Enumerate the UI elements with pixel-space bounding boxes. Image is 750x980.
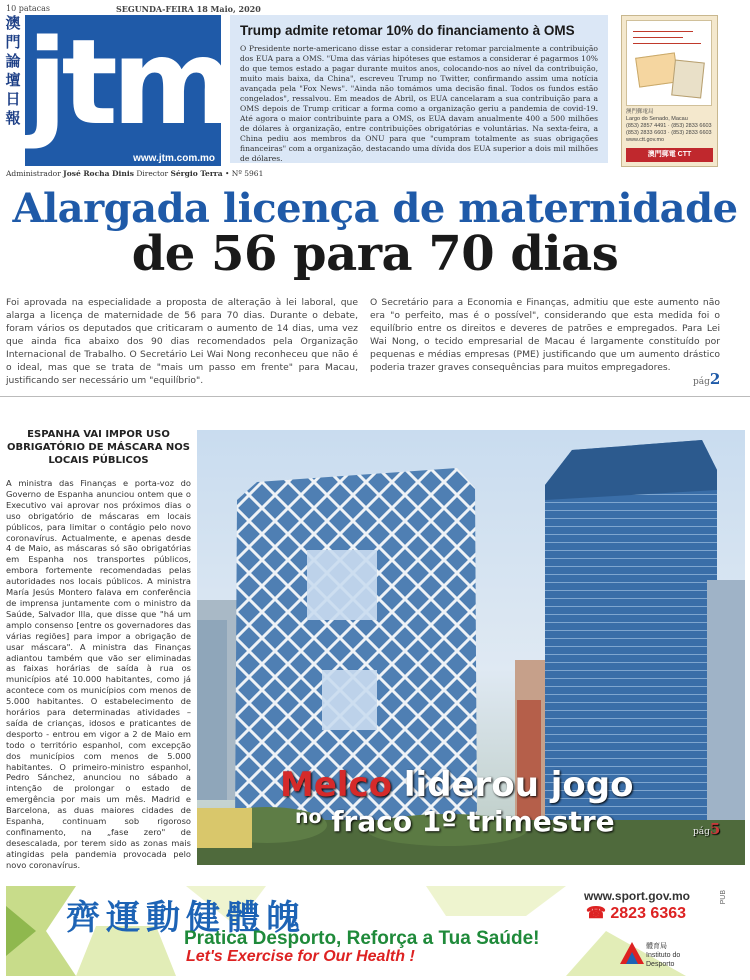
- melco-headline-line1[interactable]: Melco liderou jogo: [280, 765, 634, 805]
- sport-institute-icon: [620, 942, 644, 964]
- trump-body: O Presidente norte-americano disse estar a considerar retomar parcialmente a contribuição dos EUA para a OMS. "Uma das várias hipóteses que estamos a considerar é pagarmos 10% do que temos estado a pagar durante muitos anos, colocando-nos ao nível da contribuição, muito mais baixa, da China", escreveu Trump no Twitter, confirmando assim uma notícia avançada pela "Fox News". "Ainda não tomámos uma decisão final. Todos os fundos estão congelados", ressalvou. Em meados de Abril, os EUA cancelaram a sua contribuição para a OMS depois de Trump criticar a forma como a organização geriu a pandemia de covid-19. Até agora o maior contribuinte para a OMS, os EUA davam anualmente 400 a 500 milhões de dólares à organização, entre contribuições obrigatórias e voluntárias. Na sexta-feira, a China pediu aos membros da ONU para que "cumpram totalmente as suas obrigações financeiras" com a organização, destacando uma dívida dos EUA superior a dois mil milhões de dólares.: [240, 44, 598, 163]
- pub-label: PUB: [720, 890, 727, 905]
- main-headline-line2[interactable]: de 56 para 70 dias: [131, 226, 619, 282]
- issue-date: SEGUNDA-FEIRA 18 Maio, 2020: [116, 4, 261, 14]
- ad-portuguese-slogan: Pratica Desporto, Reforça a Tua Saúde!: [184, 928, 540, 949]
- price: 10 patacas: [6, 4, 50, 13]
- trump-story[interactable]: [230, 15, 608, 163]
- institute-pt: Instituto do Desporto: [646, 952, 681, 968]
- trump-title: Trump admite retomar 10% do financiamento à OMS: [240, 23, 575, 38]
- spain-body: A ministra das Finanças e porta-voz do Governo de Espanha anunciou ontem que o Executivo vai aprovar nos próximos dias o uso obrigatório de máscaras em locais públicos, para limitar o contágio pelo novo coronavírus. Actualmente, e apenas desde 4 de Maio, as máscaras só são obrigatórias em Espanha nos transportes públicos, embora fortemente recomendadas pelas autoridades nos locais públicos. A ministra María Jesús Montero falava em conferência de imprensa juntamente com o ministro da Saúde, Salvador Illa, que disse que "há um amplo consenso [entre os governadores das várias regiões] para impor a obrigação de usar máscara". A ministra das Finanças adiantou também que vão ser eliminadas as faixas horárias de saída à rua os municípios até 10.000 habitantes, como já acontece com os municípios com menos de 5.000 habitantes. O estabelecimento de horários para determinadas atividades – saída de crianças, idosos e praticantes de desporto - entrou em vigor a 2 de Maio em todo o território espanhol, com excepção dos municípios com menos de 5.000 habitantes. O primeiro-ministro espanhol, Pedro Sánchez, anunciou no sábado a intenção de prolongar o estado de emergência por mais um mês. Madrid e Barcelona, as duas maiores cidades de Espanha, continuam sob rigoroso confinamento, na „fase zero" de desescalada, por terem sido as zonas mais atingidas pela pandemia provocada pelo novo coronavírus.: [6, 478, 191, 870]
- page-ref-5[interactable]: pág5: [693, 820, 721, 838]
- ctt-advert[interactable]: [621, 15, 718, 167]
- admin-name: José Rocha Dinis: [63, 169, 134, 178]
- sport-advert[interactable]: [6, 886, 716, 976]
- lead-text-left: Foi aprovada na especialidade a proposta de alteração à lei laboral, que alarga a licença de maternidade de 56 para 70 dias. Durante o debate, foram vários os deputados que criticaram o aumento de 14 dias, uma vez que ainda fica abaixo dos 90 dias recomendados pela Organização Internacional de Trabalho. O Secretário Lei Wai Nong reconheceu que não é o ideal, mas que se trata de "mais um passo em frente" para Macau, justificando ser necessário um "equilíbrio".: [6, 297, 358, 386]
- main-headline-line1[interactable]: Alargada licença de maternidade: [12, 185, 738, 232]
- chinese-title: 澳門論壇日報: [5, 14, 21, 127]
- jtm-logo[interactable]: [25, 13, 229, 166]
- lead-text-right: O Secretário para a Economia e Finanças, admitiu que este aumento não era "o perfeito, mas é o possível", considerando que esta medida foi o equilíbrio entre os direitos e deveres de patrões e empregados. Para Lei Wai Nong, o tecido empresarial de Macau é largamente constituído por pequenas e médias empresas (PME) justificando que um aumento drástico poderia trazer graves consequências para muitos empregadores.: [370, 297, 720, 373]
- ctt-address: 澳門郵電局 Largo do Senado, Macau (853) 2857 4491 · (853) 2833 6603 (853) 2833 6603 · (853) 2833 6603 www.ctt.gov.mo: [626, 109, 712, 143]
- director-name: Sérgio Terra: [170, 169, 223, 178]
- institute-cn: 體育局: [646, 943, 667, 950]
- credits: [6, 169, 263, 178]
- ctt-brand: 澳門郵電 CTT: [626, 148, 713, 162]
- issue-number: • Nº 5961: [224, 169, 264, 178]
- spain-heading[interactable]: ESPANHA VAI IMPOR USO OBRIGATÓRIO DE MÁSCARA NOS LOCAIS PÚBLICOS: [6, 429, 191, 466]
- ad-url[interactable]: www.sport.gov.mo: [584, 889, 691, 903]
- divider: [0, 396, 750, 397]
- ctt-stamp-image: [626, 20, 712, 106]
- melco-headline-line2[interactable]: $^{no}$ fraco 1º trimestre: [295, 805, 615, 838]
- ad-english-slogan: Let's Exercise for Our Health !: [186, 948, 415, 965]
- ad-chinese-slogan: 齊運動健體魄: [66, 898, 306, 938]
- admin-label: Administrador: [6, 169, 61, 178]
- logo-url: www.jtm.com.mo: [133, 153, 215, 164]
- sport-institute-logo: [620, 940, 710, 972]
- director-label: Director: [136, 169, 169, 178]
- ad-phone[interactable]: ☎ 2823 6363: [586, 905, 687, 922]
- logo-word: jtm: [27, 13, 229, 151]
- page-ref-2[interactable]: pág2: [693, 370, 721, 388]
